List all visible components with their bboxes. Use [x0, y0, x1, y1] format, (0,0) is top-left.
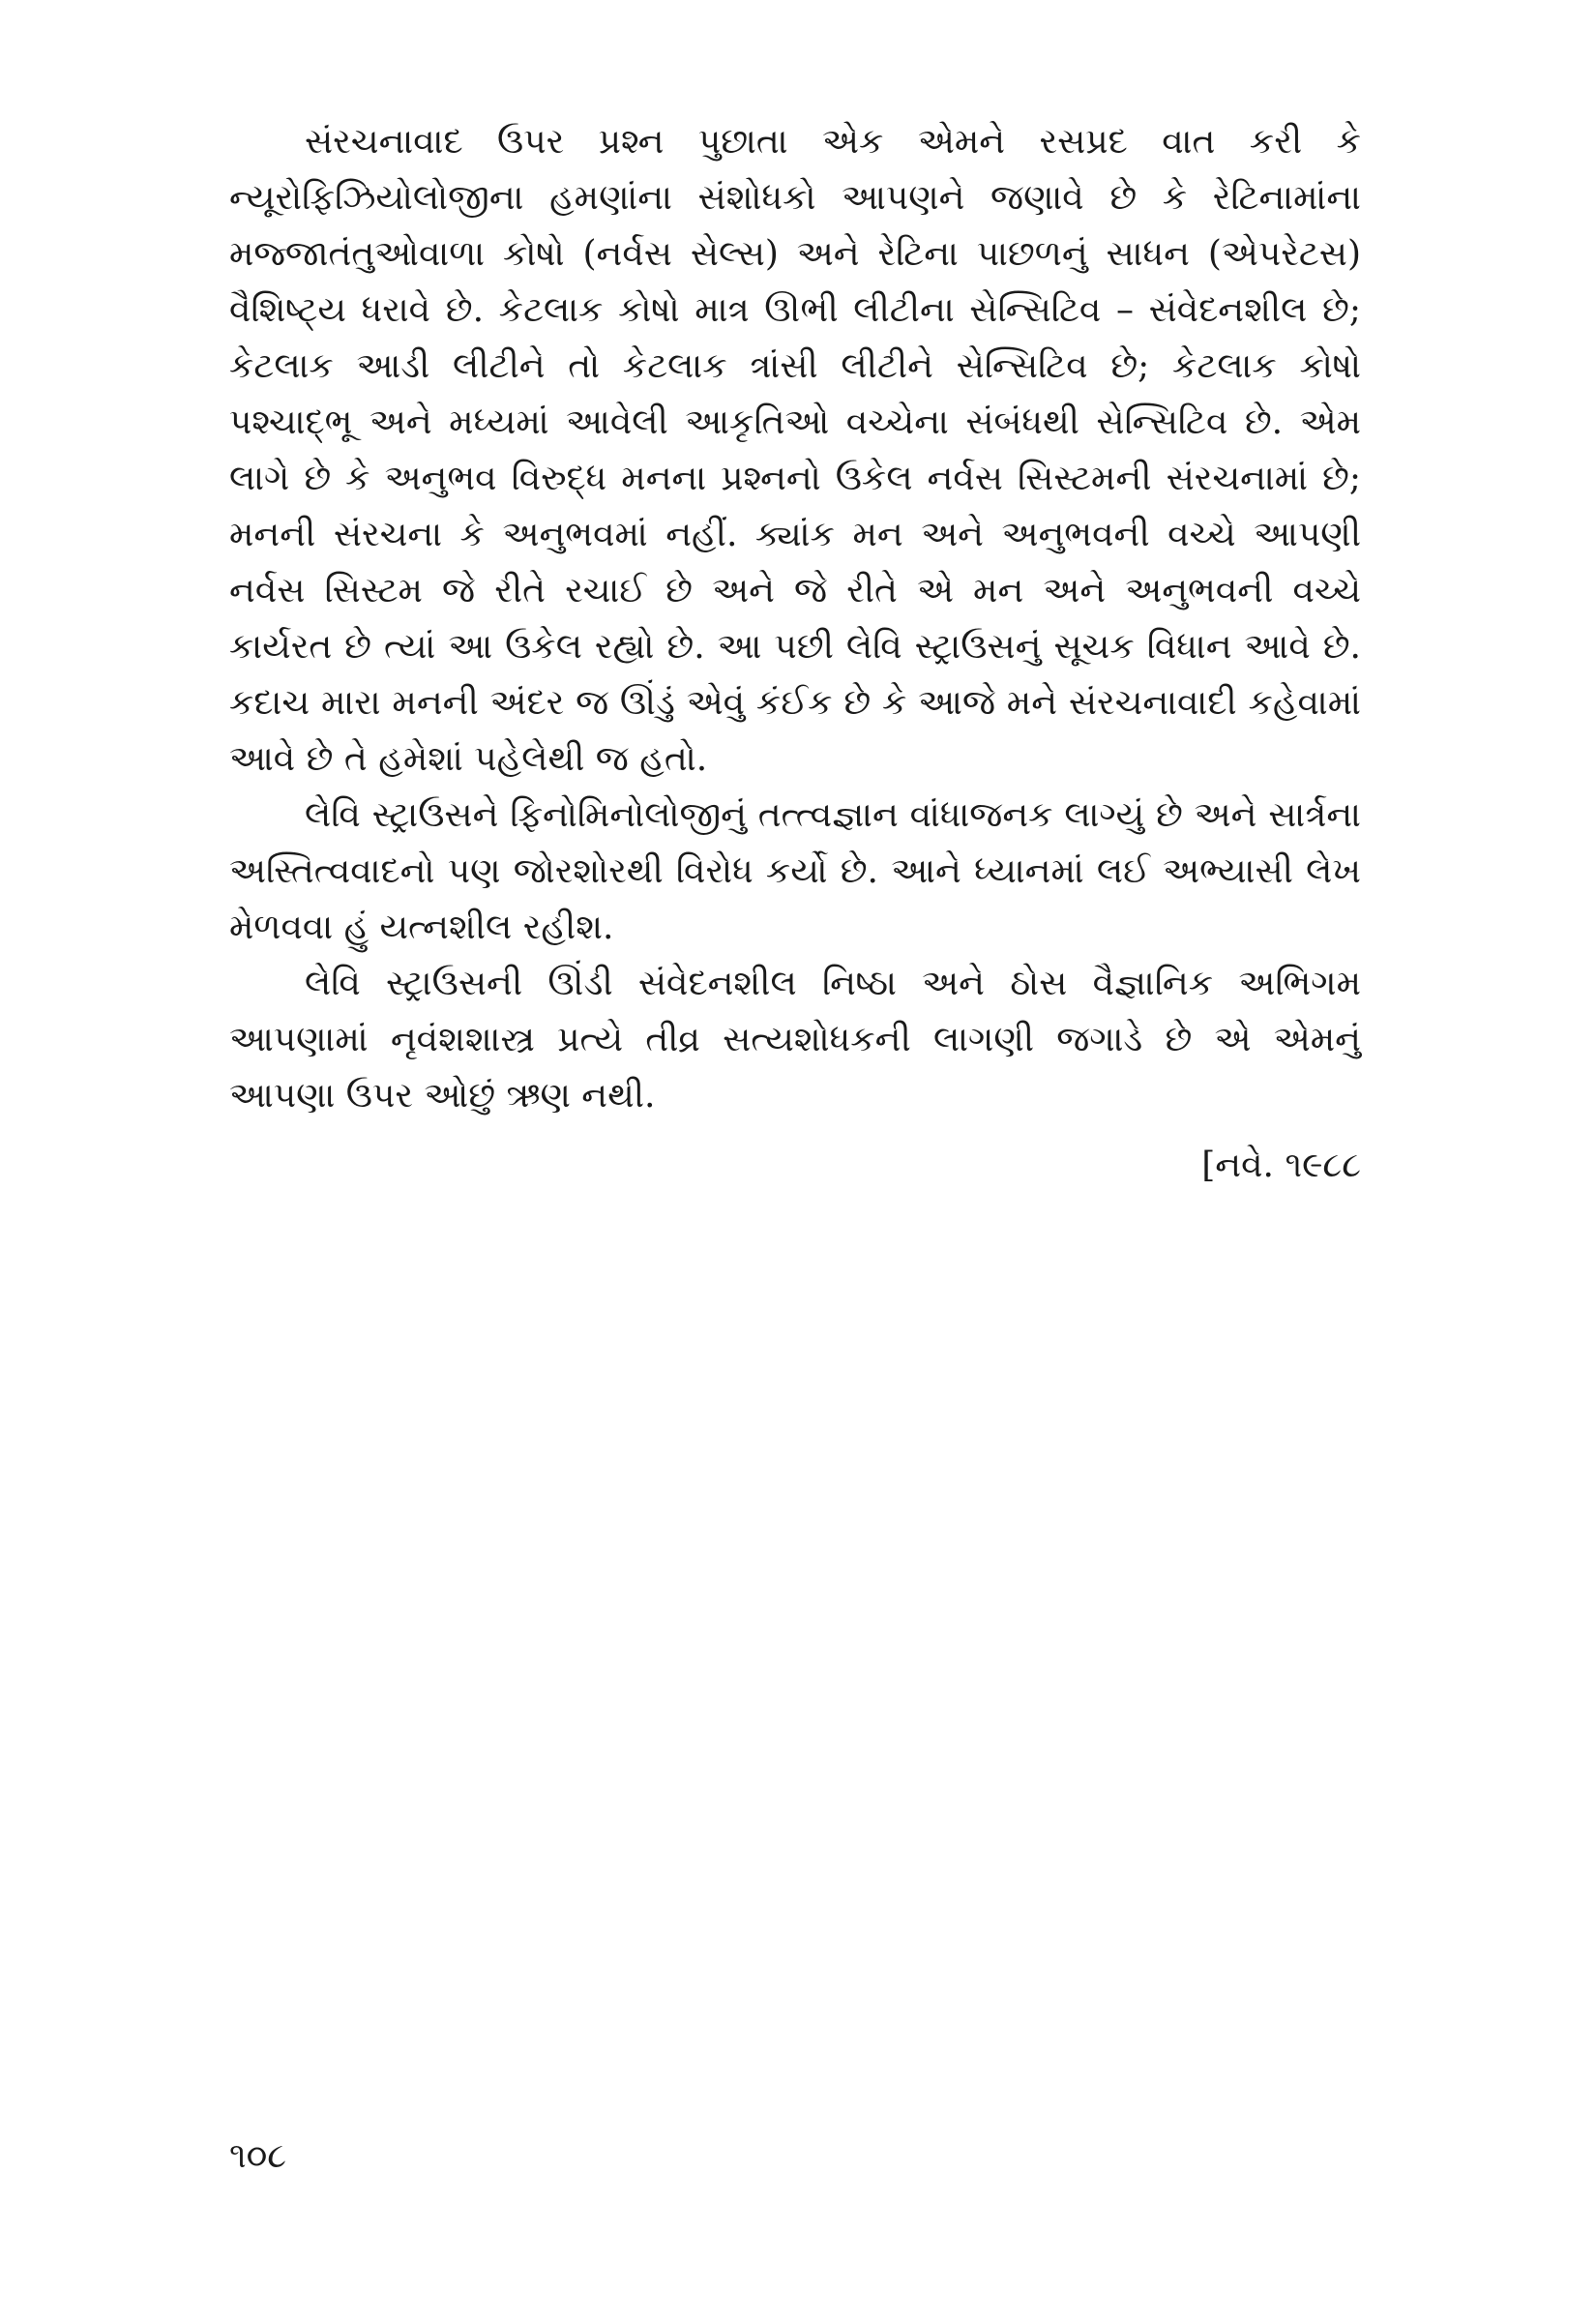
body-text — [229, 114, 1361, 1194]
page-number: ૧૦૮ — [229, 2136, 287, 2176]
paragraph-structuralism: સંરચનાવાદ ઉપર પ્રશ્ન પુછાતા એક એમને રસપ્રદ વાત કરી કે ન્યૂરોફિઝિયોલોજીના હમણાંના સંશોધકો આપણને જણાવે છે કે રેટિનામાંના મજ્જાતંતુઓવાળા કોષો (નર્વસ સેલ્સ) અને રેટિના પાછળનું સાધન (એપરેટસ) વૈશિષ્ટ્ય ધરાવે છે. કેટલાક કોષો માત્ર ઊભી લીટીના સેન્સિટિવ – સંવેદનશીલ છે; કેટલાક આડી લીટીને તો કેટલાક ત્રાંસી લીટીને સેન્સિટિવ છે; કેટલાક કોષો પશ્ચાદ્‌ભૂ અને મધ્યમાં આવેલી આકૃતિઓ વચ્ચેના સંબંધથી સેન્સિટિવ છે. એમ લાગે છે કે અનુભવ વિરુદ્ધ મનના પ્રશ્નનો ઉકેલ નર્વસ સિસ્ટમની સંરચનામાં છે; મનની સંરચના કે અનુભવમાં નહીં. ક્યાંક મન અને અનુભવની વચ્ચે આપણી નર્વસ સિસ્ટમ જે રીતે રચાઈ છે અને જે રીતે એ મન અને અનુભવની વચ્ચે કાર્યરત છે ત્યાં આ ઉકેલ રહ્યો છે. આ પછી લેવિ સ્ટ્રાઉસનું સૂચક વિધાન આવે છે. કદાચ મારા મનની અંદર જ ઊંડું એવું કંઈક છે કે આજે મને સંરચનાવાદી કહેવામાં આવે છે તે હમેશાં પહેલેથી જ હતો. — [229, 122, 1361, 779]
paragraph-phenomenology: લેવિ સ્ટ્રાઉસને ફિનોમિનોલોજીનું તત્ત્વજ્ઞાન વાંધાજનક લાગ્યું છે અને સાર્ત્રના અસ્તિત્વવાદનો પણ જોરશોરથી વિરોધ કર્યો છે. આને ધ્યાનમાં લઈ અભ્યાસી લેખ મેળવવા હું યત્નશીલ રહીશ. — [229, 795, 1361, 947]
paragraph-conclusion: લેવિ સ્ટ્રાઉસની ઊંડી સંવેદનશીલ નિષ્ઠા અને ઠોસ વૈજ્ઞાનિક અભિગમ આપણામાં નૃવંશશાસ્ત્ર પ્રત્યે તીવ્ર સત્યશોધકની લાગણી જગાડે છે એ એમનું આપણા ઉપર ઓછું ઋણ નથી. — [229, 964, 1361, 1116]
date-signoff: [નવે. ૧૯૮૮ — [1201, 1146, 1361, 1185]
